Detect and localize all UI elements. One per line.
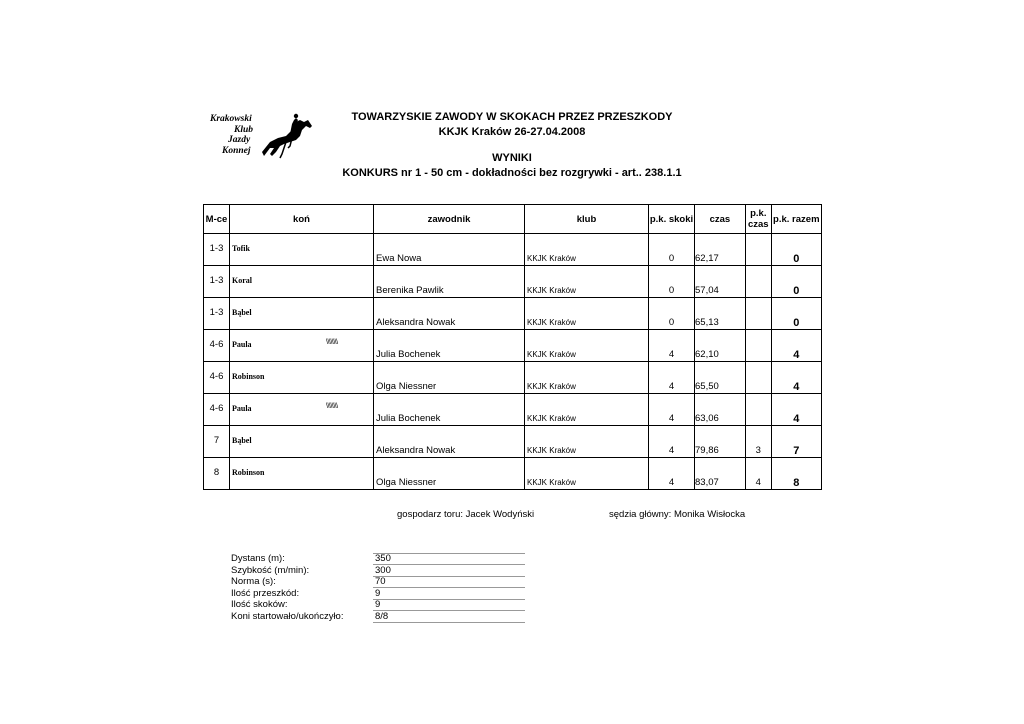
cell-horse (230, 458, 374, 490)
col-header-rider: zawodnik (374, 205, 525, 234)
param-label: Szybkość (m/min): (231, 564, 310, 576)
cell-rider: Aleksandra Nowak (374, 426, 525, 458)
place-text: 1-3 (209, 243, 224, 254)
logo-line: Jazdy (228, 135, 251, 145)
table-row (204, 362, 822, 394)
horse-mark: \\\\\\\\ (326, 339, 338, 346)
cell-place (204, 330, 230, 362)
cell-time: 57,04 (695, 266, 746, 298)
col-header-pk-time: p.k. czas (745, 205, 771, 234)
cell-pk-jumps: 4 (649, 426, 695, 458)
param-label: Ilość przeszkód: (231, 587, 300, 599)
cell-place (204, 426, 230, 458)
logo-line: Krakowski (210, 114, 252, 124)
cell-time: 65,13 (695, 298, 746, 330)
param-label: Dystans (m): (231, 553, 285, 564)
col-header-horse: koń (230, 205, 374, 234)
cell-pk-time (745, 394, 771, 426)
table-row (204, 458, 822, 490)
cell-pk-time (745, 234, 771, 266)
cell-club: KKJK Kraków (525, 426, 649, 458)
col-header-club: klub (525, 205, 649, 234)
table-row (204, 426, 822, 458)
cell-pk-jumps: 0 (649, 298, 695, 330)
table-row (204, 394, 822, 426)
place-text: 1-3 (209, 307, 224, 318)
cell-pk-jumps: 0 (649, 266, 695, 298)
cell-time: 63,06 (695, 394, 746, 426)
horse-name: Bąbel (232, 436, 252, 445)
cell-horse (230, 426, 374, 458)
course-designer: gospodarz toru: Jacek Wodyński (397, 509, 535, 520)
param-value: 8/8 (373, 611, 525, 623)
horse-name: Paula (232, 404, 252, 413)
cell-club: KKJK Kraków (525, 330, 649, 362)
cell-club: KKJK Kraków (525, 234, 649, 266)
cell-time: 65,50 (695, 362, 746, 394)
cell-place (204, 266, 230, 298)
cell-horse (230, 266, 374, 298)
col-header-time: czas (695, 205, 746, 234)
cell-pk-time (745, 362, 771, 394)
cell-pk-jumps: 4 (649, 330, 695, 362)
horse-name: Bąbel (232, 308, 252, 317)
param-label: Koni startowało/ukończyło: (231, 611, 344, 622)
param-value: 350 (373, 553, 525, 565)
cell-club: KKJK Kraków (525, 458, 649, 490)
cell-pk-jumps: 4 (649, 394, 695, 426)
cell-pk-total: 4 (771, 330, 821, 362)
cell-pk-time: 4 (745, 458, 771, 490)
chief-judge: sędzia główny: Monika Wisłocka (609, 509, 746, 520)
horse-name: Robinson (232, 468, 265, 477)
cell-place (204, 362, 230, 394)
cell-rider: Berenika Pawlik (374, 266, 525, 298)
cell-rider: Julia Bochenek (374, 394, 525, 426)
param-value: 9 (373, 599, 525, 611)
cell-pk-jumps: 4 (649, 362, 695, 394)
param-label: Ilość skoków: (231, 599, 288, 611)
cell-place (204, 394, 230, 426)
cell-club: KKJK Kraków (525, 298, 649, 330)
cell-club: KKJK Kraków (525, 394, 649, 426)
cell-rider: Aleksandra Nowak (374, 298, 525, 330)
place-text: 4-6 (209, 371, 224, 382)
col-header-pk-jumps: p.k. skoki (649, 205, 695, 234)
cell-rider: Olga Niessner (374, 362, 525, 394)
cell-pk-time (745, 298, 771, 330)
cell-pk-total: 0 (771, 234, 821, 266)
cell-pk-jumps: 4 (649, 458, 695, 490)
cell-horse (230, 394, 374, 426)
cell-horse (230, 298, 374, 330)
cell-place (204, 298, 230, 330)
place-text: 4-6 (209, 403, 224, 414)
cell-horse (230, 234, 374, 266)
horse-mark: \\\\\\\\ (326, 403, 338, 410)
param-label: Norma (s): (231, 576, 276, 588)
param-value: 9 (373, 588, 525, 600)
horse-name: Tofik (232, 244, 250, 253)
cell-pk-total: 7 (771, 426, 821, 458)
results-heading: WYNIKI (492, 152, 532, 164)
horse-name: Koral (232, 276, 252, 285)
place-text: 8 (213, 467, 220, 478)
col-header-place: M-ce (204, 205, 230, 234)
cell-pk-time: 3 (745, 426, 771, 458)
competition-venue-date: KKJK Kraków 26-27.04.2008 (438, 126, 586, 138)
cell-horse (230, 330, 374, 362)
cell-club: KKJK Kraków (525, 266, 649, 298)
logo-text (210, 114, 253, 156)
cell-rider: Olga Niessner (374, 458, 525, 490)
cell-time: 62,10 (695, 330, 746, 362)
cell-pk-total: 0 (771, 298, 821, 330)
logo-line: Klub (234, 124, 254, 135)
logo-line: Konnej (222, 145, 251, 156)
table-row (204, 330, 822, 362)
cell-pk-time (745, 330, 771, 362)
cell-place (204, 234, 230, 266)
table-row (204, 234, 822, 266)
cell-pk-jumps: 0 (649, 234, 695, 266)
cell-pk-total: 8 (771, 458, 821, 490)
cell-time: 79,86 (695, 426, 746, 458)
place-text: 7 (213, 435, 220, 446)
place-text: 4-6 (209, 339, 224, 350)
cell-pk-time (745, 266, 771, 298)
cell-pk-total: 4 (771, 362, 821, 394)
results-table (203, 204, 822, 490)
table-header-row (204, 205, 822, 234)
cell-time: 62,17 (695, 234, 746, 266)
cell-rider: Julia Bochenek (374, 330, 525, 362)
cell-place (204, 458, 230, 490)
horse-name: Paula (232, 340, 252, 349)
param-value: 70 (373, 576, 525, 588)
col-header-pk-total: p.k. razem (771, 205, 821, 234)
place-text: 1-3 (209, 275, 224, 286)
competition-title: TOWARZYSKIE ZAWODY W SKOKACH PRZEZ PRZESZKODY (351, 111, 673, 123)
horse-name: Robinson (232, 372, 265, 381)
param-value: 300 (373, 565, 525, 577)
table-row (204, 298, 822, 330)
cell-club: KKJK Kraków (525, 362, 649, 394)
cell-time: 83,07 (695, 458, 746, 490)
cell-horse (230, 362, 374, 394)
cell-pk-total: 4 (771, 394, 821, 426)
cell-rider: Ewa Nowa (374, 234, 525, 266)
class-description: KONKURS nr 1 - 50 cm - dokładności bez rozgrywki - art.. 238.1.1 (342, 167, 682, 179)
cell-pk-total: 0 (771, 266, 821, 298)
table-row (204, 266, 822, 298)
